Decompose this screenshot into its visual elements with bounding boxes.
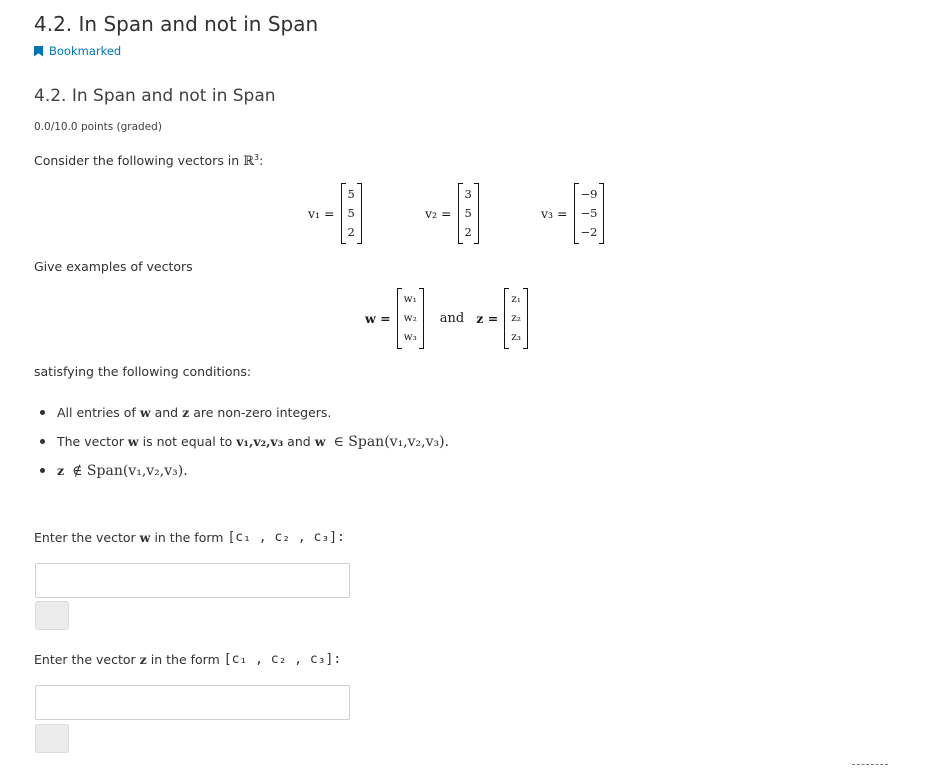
z-entry: z₁ — [511, 293, 521, 305]
prompt-text: in the form — [150, 652, 220, 667]
and-text: and — [439, 311, 465, 326]
condition-item — [40, 427, 449, 456]
prompt-text: Enter the vector — [34, 530, 136, 545]
page-title: 4.2. In Span and not in Span — [34, 12, 319, 36]
z-answer-grid-button[interactable] — [35, 724, 69, 753]
vector-v2-label: v₂ = — [425, 206, 452, 221]
w-answer-input[interactable] — [35, 563, 350, 598]
intro-sup: 3 — [254, 153, 260, 162]
condition-item — [40, 456, 449, 485]
w-symbol: w — [314, 434, 326, 449]
condition-text: and — [287, 434, 311, 449]
bookmark-label: Bookmarked — [49, 44, 122, 58]
intro-colon: : — [259, 153, 264, 169]
form-text: [c₁ , c₂ , c₃]: — [223, 652, 342, 667]
conditions-list — [40, 398, 449, 485]
span-expression: ∈ Span(v₁,v₂,v₃). — [333, 433, 450, 450]
v-symbols: v₁,v₂,v₃ — [236, 434, 284, 449]
form-text: [c₁ , c₂ , c₃]: — [227, 530, 345, 545]
z-symbol: z — [57, 463, 65, 478]
w-answer-grid-button[interactable] — [35, 601, 69, 630]
vector-v1-label: v₁ = — [308, 206, 335, 221]
vector-v2-matrix — [458, 183, 479, 244]
z-symbol: z — [139, 652, 147, 667]
w-symbol: w — [139, 530, 151, 545]
v3-entry: −2 — [580, 225, 598, 239]
v2-entry: 5 — [464, 206, 472, 220]
z-symbol: z — [182, 405, 190, 420]
intro-space: ℝ — [243, 154, 255, 170]
z-answer-input[interactable] — [35, 685, 350, 720]
v3-entry: −5 — [580, 206, 598, 220]
bookmark-icon — [34, 46, 43, 57]
vector-v1 — [308, 183, 362, 244]
z-entry: z₃ — [511, 331, 521, 343]
w-entry: w₂ — [403, 312, 417, 324]
vector-v3-label: v₃ = — [541, 206, 568, 221]
span-expression: ∉ Span(v₁,v₂,v₃). — [72, 462, 188, 479]
w-symbol: w — [127, 434, 139, 449]
w-entry: w₃ — [403, 331, 417, 343]
vector-v2 — [425, 183, 479, 244]
condition-item — [40, 398, 449, 427]
bookmark-toggle[interactable] — [34, 44, 121, 58]
vector-v1-matrix — [341, 183, 362, 244]
v1-entry: 5 — [347, 187, 355, 201]
vector-w-matrix — [397, 288, 424, 349]
condition-text: All entries of — [57, 405, 136, 420]
enter-z-prompt — [34, 652, 341, 667]
give-examples-text: Give examples of vectors — [34, 259, 193, 274]
problem-intro — [34, 153, 263, 169]
vector-z-label: z = — [476, 311, 499, 326]
intro-text: Consider the following vectors in — [34, 153, 240, 169]
vector-v3 — [541, 183, 604, 244]
prompt-text: in the form — [154, 530, 224, 545]
vector-w — [365, 288, 528, 349]
satisfying-text: satisfying the following conditions: — [34, 364, 252, 379]
problem-title: 4.2. In Span and not in Span — [34, 86, 276, 106]
enter-w-prompt — [34, 530, 345, 545]
condition-text: The vector — [57, 434, 124, 449]
v2-entry: 3 — [464, 187, 472, 201]
w-symbol: w — [139, 405, 151, 420]
v1-entry: 5 — [347, 206, 355, 220]
condition-text: are non-zero integers. — [193, 405, 332, 420]
v2-entry: 2 — [464, 225, 472, 239]
prompt-text: Enter the vector — [34, 652, 136, 667]
condition-text: and — [154, 405, 179, 420]
vector-z-matrix — [504, 288, 528, 349]
vector-w-label: w = — [365, 311, 391, 326]
condition-text: is not equal to — [142, 434, 233, 449]
v3-entry: −9 — [580, 187, 598, 201]
z-entry: z₂ — [511, 312, 521, 324]
problem-points: 0.0/10.0 points (graded) — [34, 121, 162, 133]
w-entry: w₁ — [403, 293, 417, 305]
v1-entry: 2 — [347, 225, 355, 239]
partial-control-edge — [852, 764, 888, 768]
vector-v3-matrix — [574, 183, 605, 244]
